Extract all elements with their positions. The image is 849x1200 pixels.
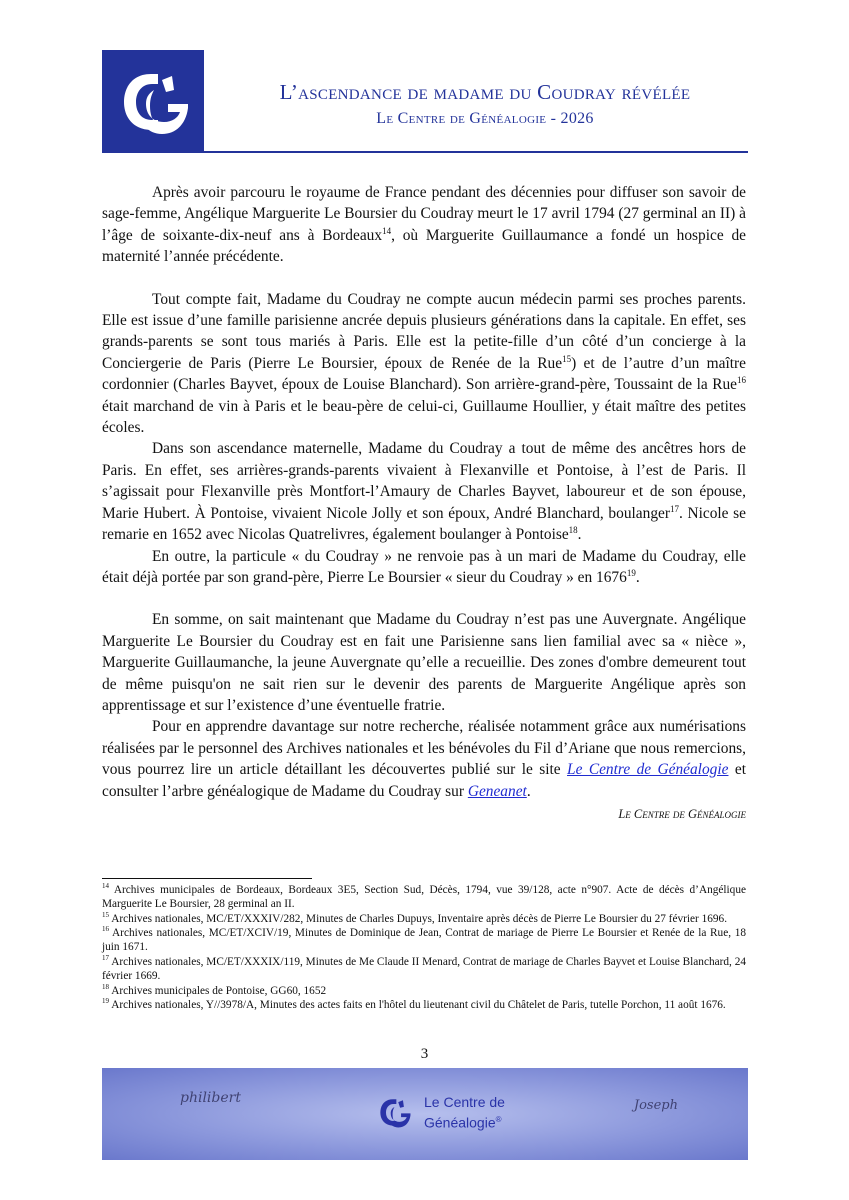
footnote-18: [102, 982, 746, 999]
page-header: [102, 50, 748, 154]
footnote-ref[interactable]: 19: [626, 567, 636, 578]
footnote-number: 15: [102, 910, 109, 919]
paragraph-text: , où Marguerite Guillaumance a fondé un hospice de maternité l’année précédente.: [102, 226, 746, 266]
footnote-ref[interactable]: 17: [669, 503, 679, 514]
cg-monogram-icon: [102, 50, 204, 152]
footnote-divider: [102, 878, 312, 879]
registered-mark: ®: [495, 1115, 502, 1124]
page-number: 3: [420, 1046, 429, 1062]
paragraph-text: Pour en apprendre davantage sur notre recherche, réalisée notamment grâce aux numérisations réalisées par le personnel des Archives nationales et les bénévoles du Fil d’Ariane que nous remercions, vous pourrez lire un article détaillant les découvertes publié sur le site: [102, 718, 746, 779]
footnote-text: Archives municipales de Bordeaux, Bordeaux 3E5, Section Sud, Décès, 1794, vue 39/128, acte n°907. Acte de décès d’Angélique Marguerite Le Boursier, 28 germinal an II.: [102, 884, 746, 910]
article-body: [102, 182, 746, 825]
brand-line-2: [424, 1111, 505, 1132]
paragraph-3: [102, 438, 746, 545]
footnote-16: [102, 927, 746, 955]
footnote-number: 14: [102, 882, 109, 891]
header-logo: [102, 50, 204, 152]
footnote-text: Archives nationales, Y//3978/A, Minutes des actes faits en l'hôtel du lieutenant civil du Châtelet de Paris, tutelle Porchon, 11 août 1676.: [109, 999, 726, 1012]
footnote-ref[interactable]: 18: [568, 524, 578, 535]
paragraph-text: Dans son ascendance maternelle, Madame du Coudray a tout de même des ancêtres hors de Paris. En effet, ses arrières-grands-parents vivaient à Flexanville et Pontoise, à l’est de Paris. Il s’agissait pour Flexanville près Montfort-l’Amaury de Charles Bayvet, laboureur et de son épouse, Marie Hubert. À Pontoise, vivaient Nicole Jolly et son époux, André Blanchard, boulanger: [102, 440, 746, 522]
footnote-number: 19: [102, 997, 109, 1006]
link-centre-genealogie[interactable]: Le Centre de Généalogie: [567, 761, 729, 779]
document-subtitle: Le Centre de Généalogie - 2026: [376, 110, 594, 127]
header-divider: [102, 151, 748, 153]
footnote-text: Archives municipales de Pontoise, GG60, 1652: [109, 984, 327, 997]
handwritten-signature-right: Joseph: [633, 1098, 678, 1113]
paragraph-text: et consulter l’arbre généalogique de Madame du Coudray sur: [102, 761, 746, 800]
footnote-text: Archives nationales, MC/ET/XXXIX/119, Minutes de Me Claude II Menard, Contrat de mariage de Charles Bayvet et Louise Blanchard, 24 février 1669.: [102, 955, 746, 982]
brand-line-1: Le Centre de: [424, 1094, 505, 1110]
footnotes: [102, 884, 746, 1014]
paragraph-2: [102, 289, 746, 439]
footnote-15: [102, 910, 746, 927]
paragraph-text: ) et de l’autre d’un maître cordonnier (Charles Bayvet, époux de Louise Blanchard). Son arrière-grand-père, Toussaint de la Rue: [102, 354, 746, 394]
paragraph-text: .: [577, 526, 582, 544]
paragraph-text: Après avoir parcouru le royaume de France pendant des décennies pour diffuser son savoir de sage-femme, Angélique Marguerite Le Boursier du Coudray meurt le 17 avril 1794 (27 germinal an II) à l’âge de soixante-dix-neuf ans à Bordeaux: [102, 184, 746, 244]
paragraph-text: En outre, la particule « du Coudray » ne renvoie pas à un mari de Madame du Coudray, elle était déjà portée par son grand-père, Pierre Le Boursier « sieur du Coudray » en 1676: [102, 547, 746, 586]
cg-monogram-icon: [370, 1088, 418, 1136]
footnote-17: [102, 956, 746, 984]
paragraph-5: [102, 609, 746, 716]
footnote-19: [102, 999, 746, 1013]
footnote-ref[interactable]: 15: [562, 353, 572, 364]
footnote-ref[interactable]: 14: [382, 225, 392, 236]
paragraph-text: En somme, on sait maintenant que Madame du Coudray n’est pas une Auvergnate. Angélique Marguerite Le Boursier du Coudray est en fait une Parisienne sans lien familial avec sa « nièce », Marguerite Guillaumanche, la jeune Auvergnate qu’elle a recueillie. Des zones d'ombre demeurent tout de même puisqu'on ne sait rien sur le devenir des parents de Marguerite Angélique après son apprentissage et sur l’existence d’une éventuelle fratrie.: [102, 611, 746, 714]
paragraph-text: .: [526, 782, 531, 800]
footnote-number: 16: [102, 925, 109, 934]
footnote-text: Archives nationales, MC/ET/XCIV/19, Minutes de Dominique de Jean, Contrat de mariage de Pierre Le Boursier et Renée de la Rue, 18 juin 1671.: [102, 927, 746, 954]
signature: Le Centre de Généalogie: [618, 806, 746, 821]
footer-brand-name: [424, 1094, 505, 1132]
paragraph-1: [102, 182, 746, 268]
footer-logo: [370, 1088, 418, 1136]
document-title: L’ascendance de madame du Coudray révélée: [279, 80, 691, 104]
link-geneanet[interactable]: Geneanet: [467, 782, 527, 800]
footnote-text: Archives nationales, MC/ET/XXXIV/282, Minutes de Charles Dupuys, Inventaire après décès de Pierre Le Boursier du 27 février 1696.: [109, 912, 728, 925]
brand-line-2-text: Généalogie: [424, 1114, 496, 1131]
footnote-number: 18: [102, 982, 109, 991]
paragraph-text: . Nicole se remarie en 1652 avec Nicolas Quatrelivres, également boulanger à Pontoise: [102, 504, 746, 544]
paragraph-text: était marchand de vin à Paris et le beau-père de celui-ci, Guillaume Houllier, y était maître des petites écoles.: [102, 397, 746, 437]
paragraph-text: Tout compte fait, Madame du Coudray ne compte aucun médecin parmi ses proches parents. Elle est issue d’une famille parisienne ancrée depuis plusieurs générations dans la capitale. En effet, ses grands-parents se sont tous mariés à Paris. Elle est la petite-fille d’un côté d’un concierge à la Conciergerie de Paris (Pierre Le Boursier, époux de Renée de la Rue: [102, 290, 746, 372]
paragraph-6: [102, 716, 746, 802]
footnote-14: [102, 884, 746, 912]
footnote-number: 17: [102, 954, 109, 963]
paragraph-4: [102, 546, 746, 589]
handwritten-signature-left: philibert: [180, 1090, 241, 1106]
footnote-ref[interactable]: 16: [737, 375, 746, 386]
paragraph-text: .: [635, 568, 640, 586]
footer-banner: [102, 1068, 748, 1160]
